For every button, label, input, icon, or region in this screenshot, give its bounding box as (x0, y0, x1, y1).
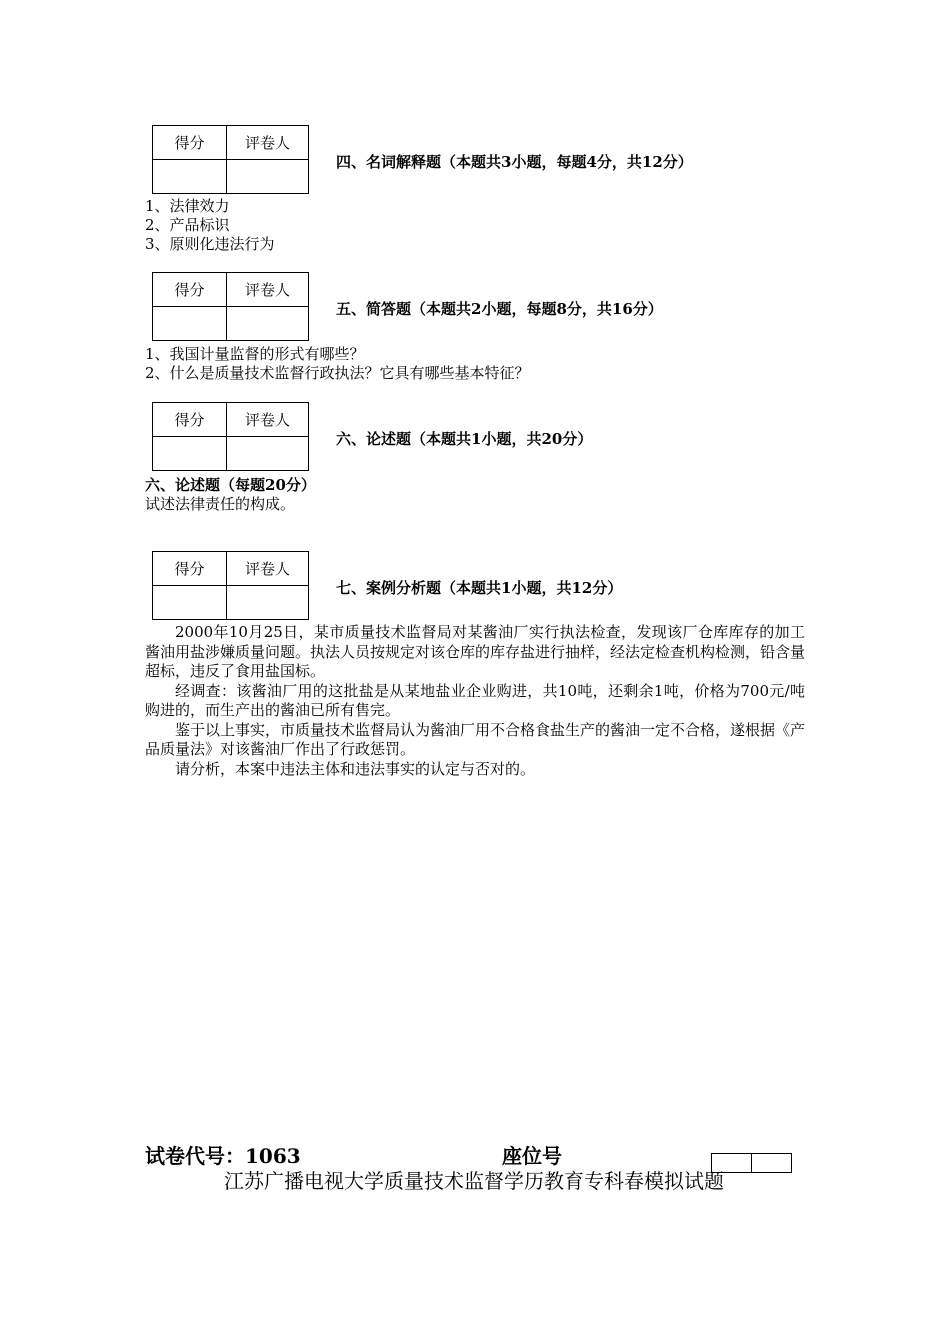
grader-label: 评卷人 (227, 552, 309, 586)
seat-label: 座位号 (502, 1144, 562, 1168)
grader-cell (227, 437, 309, 471)
section6-heading: 六、论述题（本题共1小题，共20分） (336, 430, 593, 448)
grader-cell (227, 307, 309, 341)
section4-heading: 四、名词解释题（本题共3小题，每题4分，共12分） (336, 153, 693, 171)
grader-cell (227, 586, 309, 620)
section5-item-1: 1、我国计量监督的形式有哪些？ (145, 345, 365, 363)
section4-item-3: 3、原则化违法行为 (145, 235, 275, 253)
grader-label: 评卷人 (227, 126, 309, 160)
score-table-section4 (152, 125, 309, 194)
section7-heading: 七、案例分析题（本题共1小题，共12分） (336, 579, 623, 597)
exam-code: 试卷代号：1063 (145, 1144, 301, 1168)
score-label: 得分 (153, 273, 227, 307)
section4-item-1: 1、法律效力 (145, 197, 230, 215)
grader-label: 评卷人 (227, 273, 309, 307)
section5-heading: 五、简答题（本题共2小题，每题8分，共16分） (336, 300, 663, 318)
score-label: 得分 (153, 552, 227, 586)
case-paragraph-4: 请分析，本案中违法主体和违法事实的认定与否对的。 (175, 759, 536, 778)
score-cell (153, 437, 227, 471)
grader-cell (227, 160, 309, 194)
score-cell (153, 160, 227, 194)
score-cell (153, 586, 227, 620)
exam-title: 江苏广播电视大学质量技术监督学历教育专科春模拟试题 (224, 1169, 724, 1193)
case-paragraph-2: 经调查：该酱油厂用的这批盐是从某地盐业企业购进，共10吨，还剩余1吨，价格为700元/吨购进的，而生产出的酱油已所有售完。 (145, 681, 805, 719)
score-table-section6 (152, 402, 309, 471)
score-label: 得分 (153, 403, 227, 437)
score-cell (153, 307, 227, 341)
section5-item-2: 2、什么是质量技术监督行政执法？它具有哪些基本特征？ (145, 364, 530, 382)
section6-subheading: 六、论述题（每题20分） (145, 476, 316, 494)
score-label: 得分 (153, 126, 227, 160)
case-paragraph-3: 鉴于以上事实，市质量技术监督局认为酱油厂用不合格食盐生产的酱油一定不合格，遂根据《产品质量法》对该酱油厂作出了行政惩罚。 (145, 720, 806, 758)
score-table-section5 (152, 272, 309, 341)
grader-label: 评卷人 (227, 403, 309, 437)
case-paragraph-1: 2000年10月25日，某市质量技术监督局对某酱油厂实行执法检查，发现该厂仓库库存的加工酱油用盐涉嫌质量问题。执法人员按规定对该仓库的库存盐进行抽样，经法定检查机构检测，铅含量超标，违反了食用盐国标。 (145, 623, 806, 680)
score-table-section7 (152, 551, 309, 620)
section4-item-2: 2、产品标识 (145, 216, 230, 234)
section6-question: 试述法律责任的构成。 (145, 495, 296, 513)
case-body (145, 623, 805, 779)
